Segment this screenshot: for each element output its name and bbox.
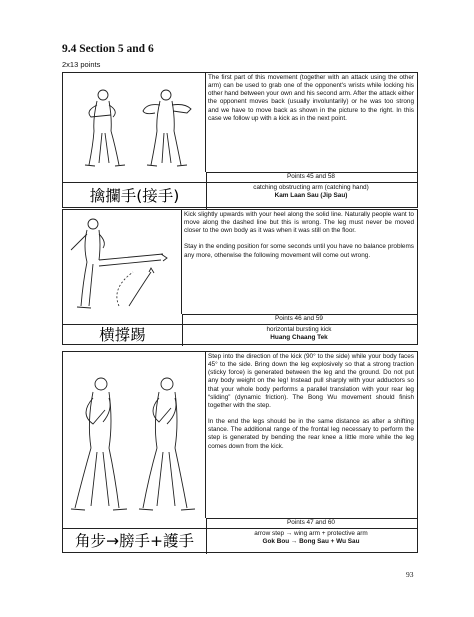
- figure-image-3: [63, 352, 206, 518]
- movement-block-2: [62, 209, 418, 345]
- section-heading: 9.4 Section 5 and 6: [62, 43, 154, 55]
- description-1: [205, 73, 417, 172]
- romanization-text: Kam Laan Sau (Jip Sau): [274, 192, 348, 200]
- translation-3: [205, 530, 417, 546]
- translation-text: arrow step → wing arm + protective arm: [254, 530, 368, 537]
- paragraph: In the end the legs should be in the same distance as after a shifting stance. The additional range of the frontal leg necessary to perform the step is generated by bending the rear knee a little more while the leg comes down from the kick.: [208, 418, 414, 450]
- page-number: 93: [406, 570, 414, 579]
- movement-block-1: [62, 72, 418, 208]
- translation-text: horizontal bursting kick: [266, 326, 332, 333]
- description-2: [181, 210, 417, 314]
- paragraph: The first part of this movement (together with an attack using the other arm) can be used to grab one of the opponent's wrists while locking his other hand between your own and his second arm. After the attack either the opponent moves back (usually involuntarily) or he was too strong and we have to move back as shown in the picture to the right. In this case we follow up with a kick as in the next point.: [208, 74, 414, 122]
- points-label-3: Points 47 and 60: [287, 519, 335, 526]
- romanization-text: Huang Chaang Tek: [270, 334, 328, 342]
- paragraph: Kick slightly upwards with your heel along the solid line. Naturally people want to move along the dashed line but this is wrong. The leg must never be moved closer to the own body as it was when it was still on the floor.: [184, 211, 414, 235]
- translation-1: [205, 184, 417, 200]
- figure-image-1: [63, 73, 206, 172]
- points-label-1: Points 45 and 58: [287, 173, 335, 180]
- figure-image-2: [63, 210, 182, 314]
- romanization-text: Gok Bou → Bong Sau + Wu Sau: [262, 538, 360, 546]
- chinese-name-3: 角步→膀手+護手: [75, 532, 194, 550]
- translation-2: [181, 326, 417, 342]
- paragraph: Stay in the ending position for some seconds until you have no balance problems any more, otherwise the following movement will come out wrong.: [184, 243, 414, 259]
- points-label-2: Points 46 and 59: [275, 315, 323, 322]
- chinese-name-2: 横撐踢: [99, 326, 146, 344]
- section-subheading: 2x13 points: [62, 60, 101, 69]
- description-3: [205, 352, 417, 518]
- movement-block-3: [62, 351, 418, 553]
- translation-text: catching obstructing arm (catching hand): [253, 184, 369, 191]
- paragraph: Step into the direction of the kick (90° to the side) while your body faces 45° to the side. Bring down the leg explosively so that a strong traction (sticky force) is generated between the leg and the ground. Do not put any body weight on the leg! Instead pull sharply with your adductors so that your whole body performs a parallel translation with your rear leg “sliding” (dynamic friction). The Bong Wu movement should finish together with the step.: [208, 353, 414, 409]
- chinese-name-1: 擒攔手(接手): [89, 187, 180, 205]
